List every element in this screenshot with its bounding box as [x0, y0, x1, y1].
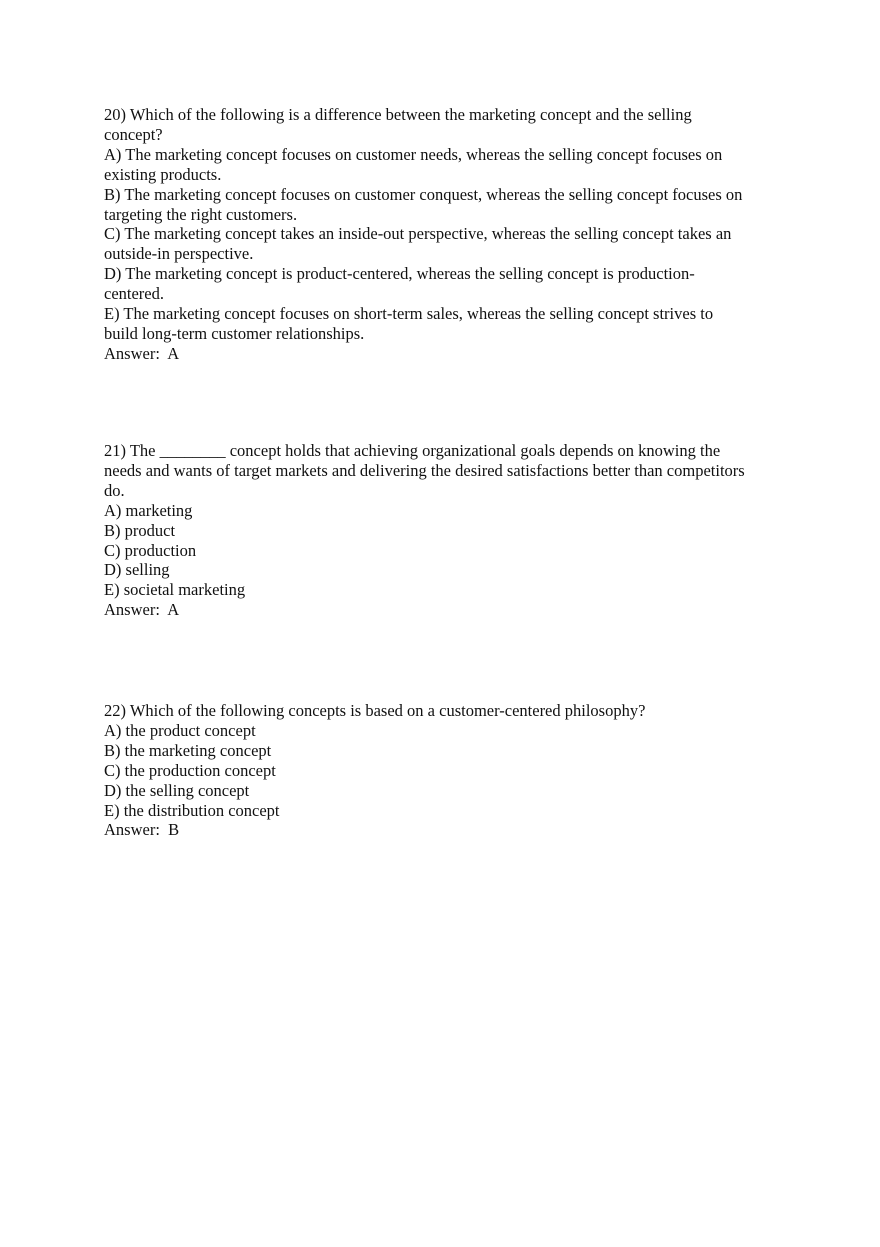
option-d-line: centered.	[104, 284, 164, 304]
option-e-line: E) the distribution concept	[104, 800, 280, 820]
answer-value: A	[167, 343, 180, 363]
answer-label: Answer:	[104, 600, 160, 620]
option-d-line: D) the selling concept	[104, 780, 250, 800]
option-a-line: A) marketing	[104, 500, 193, 520]
option-b-line: targeting the right customers.	[104, 204, 298, 224]
option-b-line: B) product	[104, 520, 176, 540]
option-a-line: A) The marketing concept focuses on customer needs, whereas the selling concept focuses on	[104, 144, 723, 164]
answer-row	[104, 600, 784, 620]
question-22	[104, 701, 784, 840]
question-stem-line: do.	[104, 480, 125, 500]
answer-label: Answer:	[104, 820, 160, 840]
answer-value: A	[167, 600, 180, 620]
answer-row	[104, 344, 784, 364]
option-e-line: E) societal marketing	[104, 580, 246, 600]
option-b-line: B) the marketing concept	[104, 740, 272, 760]
option-d-line: D) selling	[104, 560, 170, 580]
option-a-line: A) the product concept	[104, 720, 256, 740]
question-stem-line: needs and wants of target markets and delivering the desired satisfactions better than competitors	[104, 460, 745, 480]
option-c-line: C) production	[104, 540, 197, 560]
question-21	[104, 441, 784, 620]
option-c-line: outside-in perspective.	[104, 244, 254, 264]
option-c-line: C) the production concept	[104, 760, 276, 780]
question-stem-line: 22) Which of the following concepts is based on a customer-centered philosophy?	[104, 701, 646, 720]
question-stem-line: 20) Which of the following is a difference between the marketing concept and the selling	[104, 105, 692, 124]
option-e-line: build long-term customer relationships.	[104, 323, 365, 343]
option-a-line: existing products.	[104, 164, 222, 184]
question-stem-line: concept?	[104, 124, 163, 144]
option-b-line: B) The marketing concept focuses on customer conquest, whereas the selling concept focuses on	[104, 184, 743, 204]
option-d-line: D) The marketing concept is product-centered, whereas the selling concept is production-	[104, 264, 695, 284]
answer-value: B	[168, 820, 180, 840]
option-c-line: C) The marketing concept takes an inside-out perspective, whereas the selling concept takes an	[104, 224, 732, 244]
option-e-line: E) The marketing concept focuses on short-term sales, whereas the selling concept strives to	[104, 304, 714, 324]
question-stem-line: 21) The ________ concept holds that achieving organizational goals depends on knowing the	[104, 441, 721, 460]
answer-label: Answer:	[104, 343, 160, 363]
answer-row	[104, 820, 784, 840]
question-20	[104, 105, 784, 364]
